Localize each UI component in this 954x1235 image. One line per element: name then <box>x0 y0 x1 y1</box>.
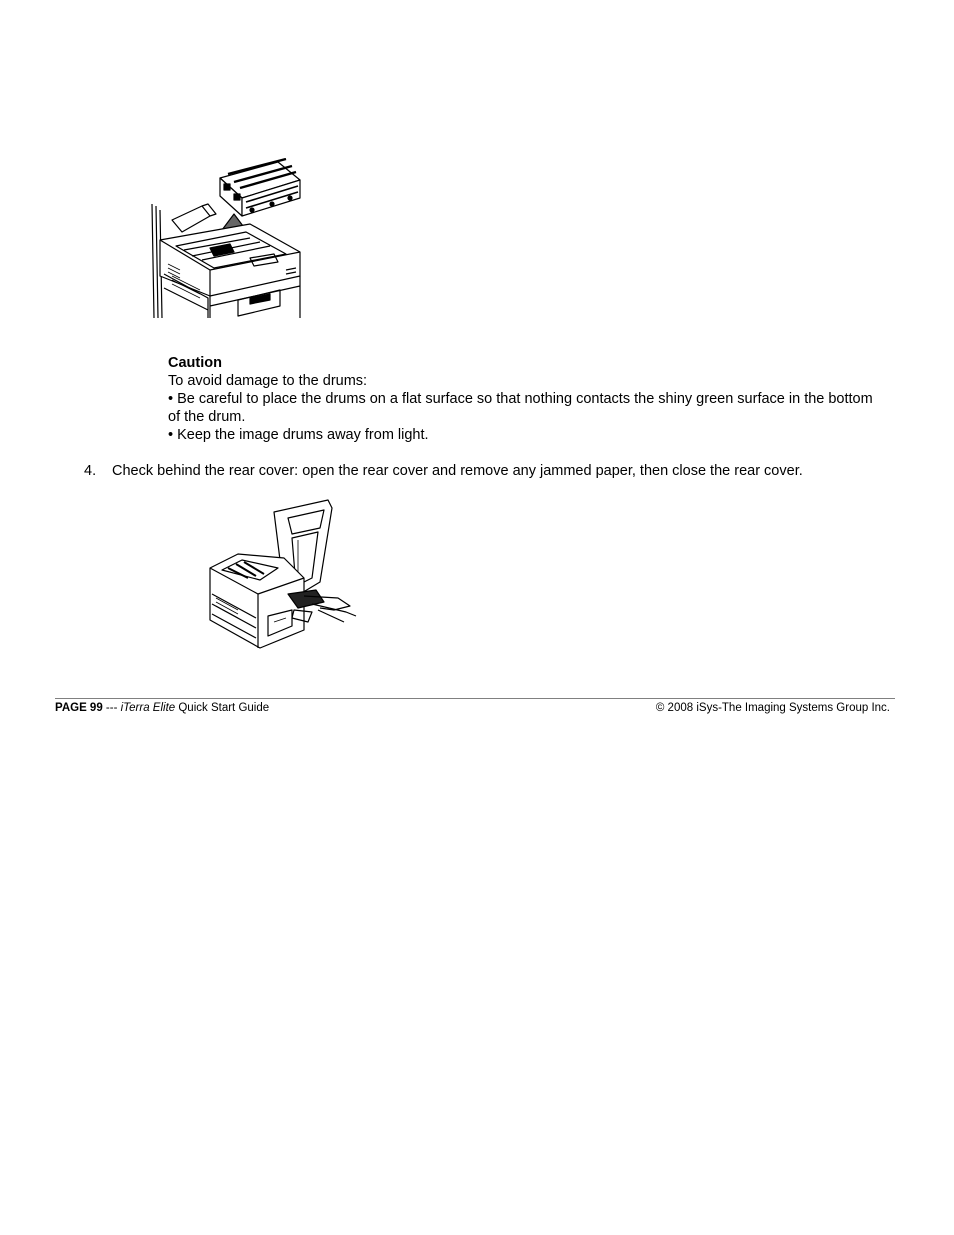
image-drum-unit-drawing <box>220 159 300 216</box>
caution-bullet-keep-from-light: • Keep the image drums away from light. <box>168 427 429 443</box>
caution-intro: To avoid damage to the drums: <box>168 373 368 389</box>
printer-rear-cover-open-drawing <box>210 500 356 648</box>
caution-bullet-flat-surface: • Be careful to place the drums on a flat surface so that nothing contacts the shiny green surface in the bottom of the drum. <box>168 391 873 425</box>
caution-note <box>168 354 888 444</box>
drum-removal-illustration <box>150 158 320 320</box>
step-text: Check behind the rear cover: open the rear cover and remove any jammed paper, then close the rear cover. <box>112 463 803 479</box>
footer-separator: --- <box>102 702 121 714</box>
rear-cover-illustration <box>208 498 364 658</box>
footer-copyright: © 2008 iSys-The Imaging Systems Group Inc. <box>655 702 890 714</box>
footer-divider <box>55 698 895 699</box>
printer-open-top-drawing <box>152 204 300 318</box>
step-4 <box>84 462 904 480</box>
guide-name: Quick Start Guide <box>175 702 270 714</box>
page-number: PAGE 99 <box>55 702 103 714</box>
product-name: iTerra Elite <box>120 702 176 714</box>
step-number: 4. <box>84 463 97 479</box>
footer-page-info <box>55 701 269 715</box>
caution-title: Caution <box>168 355 222 371</box>
